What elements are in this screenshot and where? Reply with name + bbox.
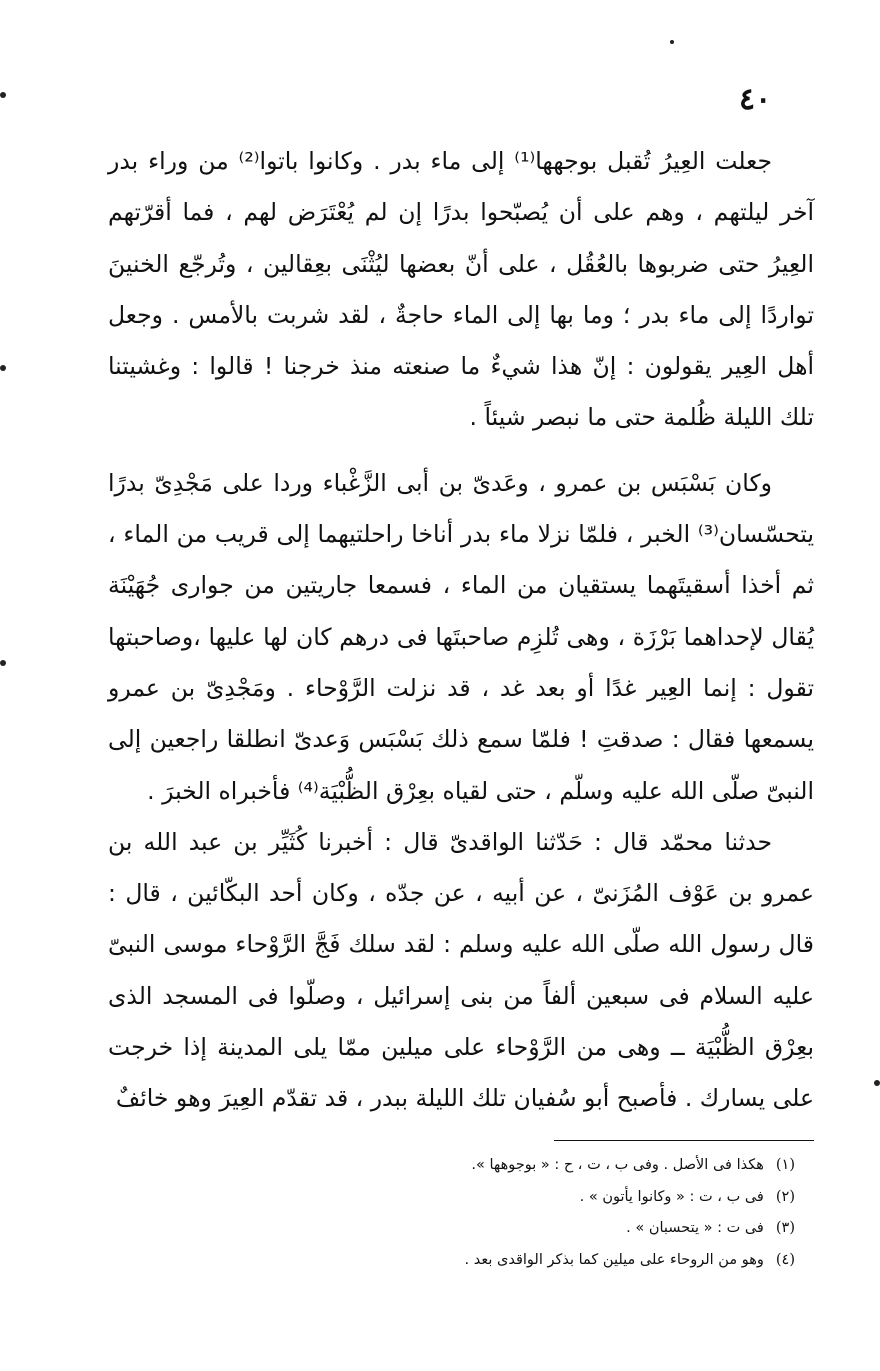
paragraph-1: جعلت العِيرُ تُقبل بوجهها⁽¹⁾ إلى ماء بدر . وكانوا باتوا⁽²⁾ من وراء بدر آخر ليلتهم ، وهم على أن يُصبّحوا بدرًا إن لم يُعْتَرَض لهم ، فما أقرّتهم العِيرُ حتى ضربوها بالعُقُل ، على أنّ بعضها ليُثْنَى بعِقالين ، وتُرجّع الخنينَ تواردًا إلى ماء بدر ؛ وما بها إلى الماء حاجةٌ ، لقد شربت بالأمس . وجعل أهل العِير يقولون : إنّ هذا شيءٌ ما صنعته منذ خرجنا ! قالوا : وغشيتنا تلك الليلة ظُلمة حتى ما نبصر شيئاً . bbox=[108, 147, 814, 432]
footnote-text: فى ب ، ت : « وكانوا يأتون » . bbox=[579, 1188, 764, 1205]
footnote-text: وهو من الروحاء على ميلين كما بذكر الواقدى بعد . bbox=[464, 1251, 764, 1268]
footnote-number: (٤) bbox=[775, 1251, 795, 1268]
margin-speck bbox=[0, 92, 6, 98]
footnote-separator bbox=[554, 1140, 814, 1141]
footnote-3 bbox=[300, 1213, 795, 1245]
margin-speck bbox=[874, 1080, 880, 1086]
footnote-2 bbox=[300, 1182, 795, 1214]
page-number: ٤٠ bbox=[739, 82, 772, 117]
footnote-4 bbox=[300, 1245, 795, 1277]
footnote-number: (٢) bbox=[775, 1188, 795, 1205]
paragraph-2: وكان بَسْبَس بن عمرو ، وعَدىّ بن أبى الزَّغْباء وردا على مَجْدِىّ بدرًا يتحسّسان⁽³⁾ الخبر ، فلمّا نزلا ماء بدر أناخا راحلتيهما إلى قريب من الماء ، ثم أخذا أسقيتَهما يستقيان من الماء ، فسمعا جاريتين من جوارى جُهَيْنَة يُقال لإحداهما بَرْزَة ، وهى تُلزِم صاحبتَها فى درهم كان لها عليها ،وصاحبتها تقول : إنما العِير غدًا أو بعد غد ، قد نزلت الرَّوْحاء . ومَجْدِىّ بن عمرو يسمعها فقال : صدقتِ ! فلمّا سمع ذلك بَسْبَس وَعدىّ انطلقا راجعين إلى النبىّ صلّى الله عليه وسلّم ، حتى لقياه بعِرْق الظُّبْيَة⁽⁴⁾ فأخبراه الخبرَ . bbox=[108, 468, 814, 805]
margin-speck bbox=[0, 365, 6, 371]
main-text bbox=[108, 136, 814, 1125]
paragraph-3: حدثنا محمّد قال : حَدّثنا الواقدىّ قال : أخبرنا كُثَيِّر بن عبد الله بن عمرو بن عَوْف المُزَنىّ ، عن أبيه ، عن جدّه ، وكان أحد البكّائين ، قال : قال رسول الله صلّى الله عليه وسلم : لقد سلك فَجَّ الرَّوْحاء موسى النبىّ عليه السلام فى سبعين ألفاً من بنى إسرائيل ، وصلّوا فى المسجد الذى بعِرْق الظُّبْيَة ــ وهى من الرَّوْحاء على ميلين ممّا يلى المدينة إذا خرجت على يسارك . فأصبح أبو سُفيان تلك الليلة ببدر ، قد تقدّم العِيرَ وهو خائفٌ bbox=[108, 827, 814, 1113]
footnotes bbox=[300, 1150, 795, 1276]
footnote-text: فى ت : « يتحسبان » . bbox=[626, 1220, 764, 1236]
margin-speck bbox=[670, 40, 674, 44]
footnote-number: (٣) bbox=[775, 1220, 795, 1236]
margin-speck bbox=[0, 660, 6, 666]
footnote-number: (١) bbox=[775, 1157, 795, 1173]
footnote-text: هكذا فى الأصل . وفى ب ، ت ، ح : « بوجوهها ». bbox=[471, 1157, 764, 1173]
footnote-1 bbox=[300, 1150, 795, 1182]
